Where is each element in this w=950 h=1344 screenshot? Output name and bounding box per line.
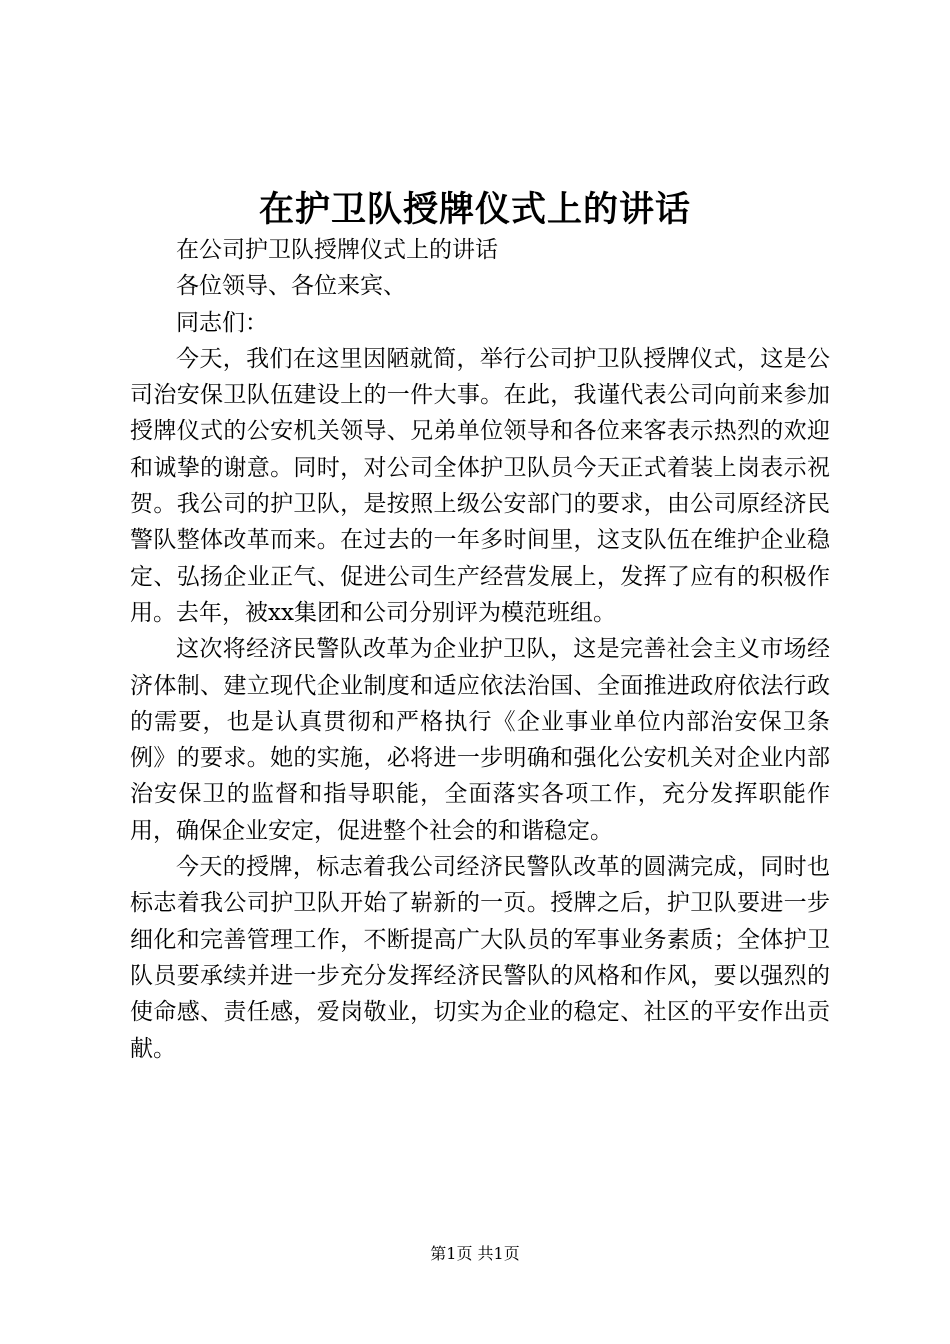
body-paragraph: 今天的授牌，标志着我公司经济民警队改革的圆满完成，同时也标志着我公司护卫队开始了崭新的一页。授牌之后，护卫队要进一步细化和完善管理工作，不断提高广大队员的军事业务素质；全体护卫队员要承续并进一步充分发挥经济民警队的风格和作风，要以强烈的使命感、责任感，爱岗敬业，切实为企业的稳定、社区的平安作出贡献。 xyxy=(130,854,830,1062)
speech-heading: 在公司护卫队授牌仪式上的讲话 xyxy=(176,237,498,263)
body-paragraph: 今天，我们在这里因陋就简，举行公司护卫队授牌仪式，这是公司治安保卫队伍建设上的一件大事。在此，我谨代表公司向前来参加授牌仪式的公安机关领导、兄弟单位领导和各位来客表示热烈的欢迎和诚挚的谢意。同时，对公司全体护卫队员今天正式着装上岗表示祝贺。我公司的护卫队，是按照上级公安部门的要求，由公司原经济民警队整体改革而来。在过去的一年多时间里，这支队伍在维护企业稳定、弘扬企业正气、促进公司生产经营发展上，发挥了应有的积极作用。去年，被xx集团和公司分别评为模范班组。 xyxy=(130,345,830,626)
body-paragraph: 这次将经济民警队改革为企业护卫队，这是完善社会主义市场经济体制、建立现代企业制度和适应依法治国、全面推进政府依法行政的需要，也是认真贯彻和严格执行《企业事业单位内部治安保卫条例》的要求。她的实施，必将进一步明确和强化公安机关对企业内部治安保卫的监督和指导职能，全面落实各项工作，充分发挥职能作用，确保企业安定，促进整个社会的和谐稳定。 xyxy=(130,636,830,844)
document-title: 在护卫队授牌仪式上的讲话 xyxy=(258,189,691,230)
salutation-guests: 各位领导、各位来宾、 xyxy=(176,273,406,300)
salutation-comrades: 同志们： xyxy=(176,309,268,336)
document-body xyxy=(130,232,830,1067)
page-footer: 第1页 共1页 xyxy=(430,1244,520,1263)
